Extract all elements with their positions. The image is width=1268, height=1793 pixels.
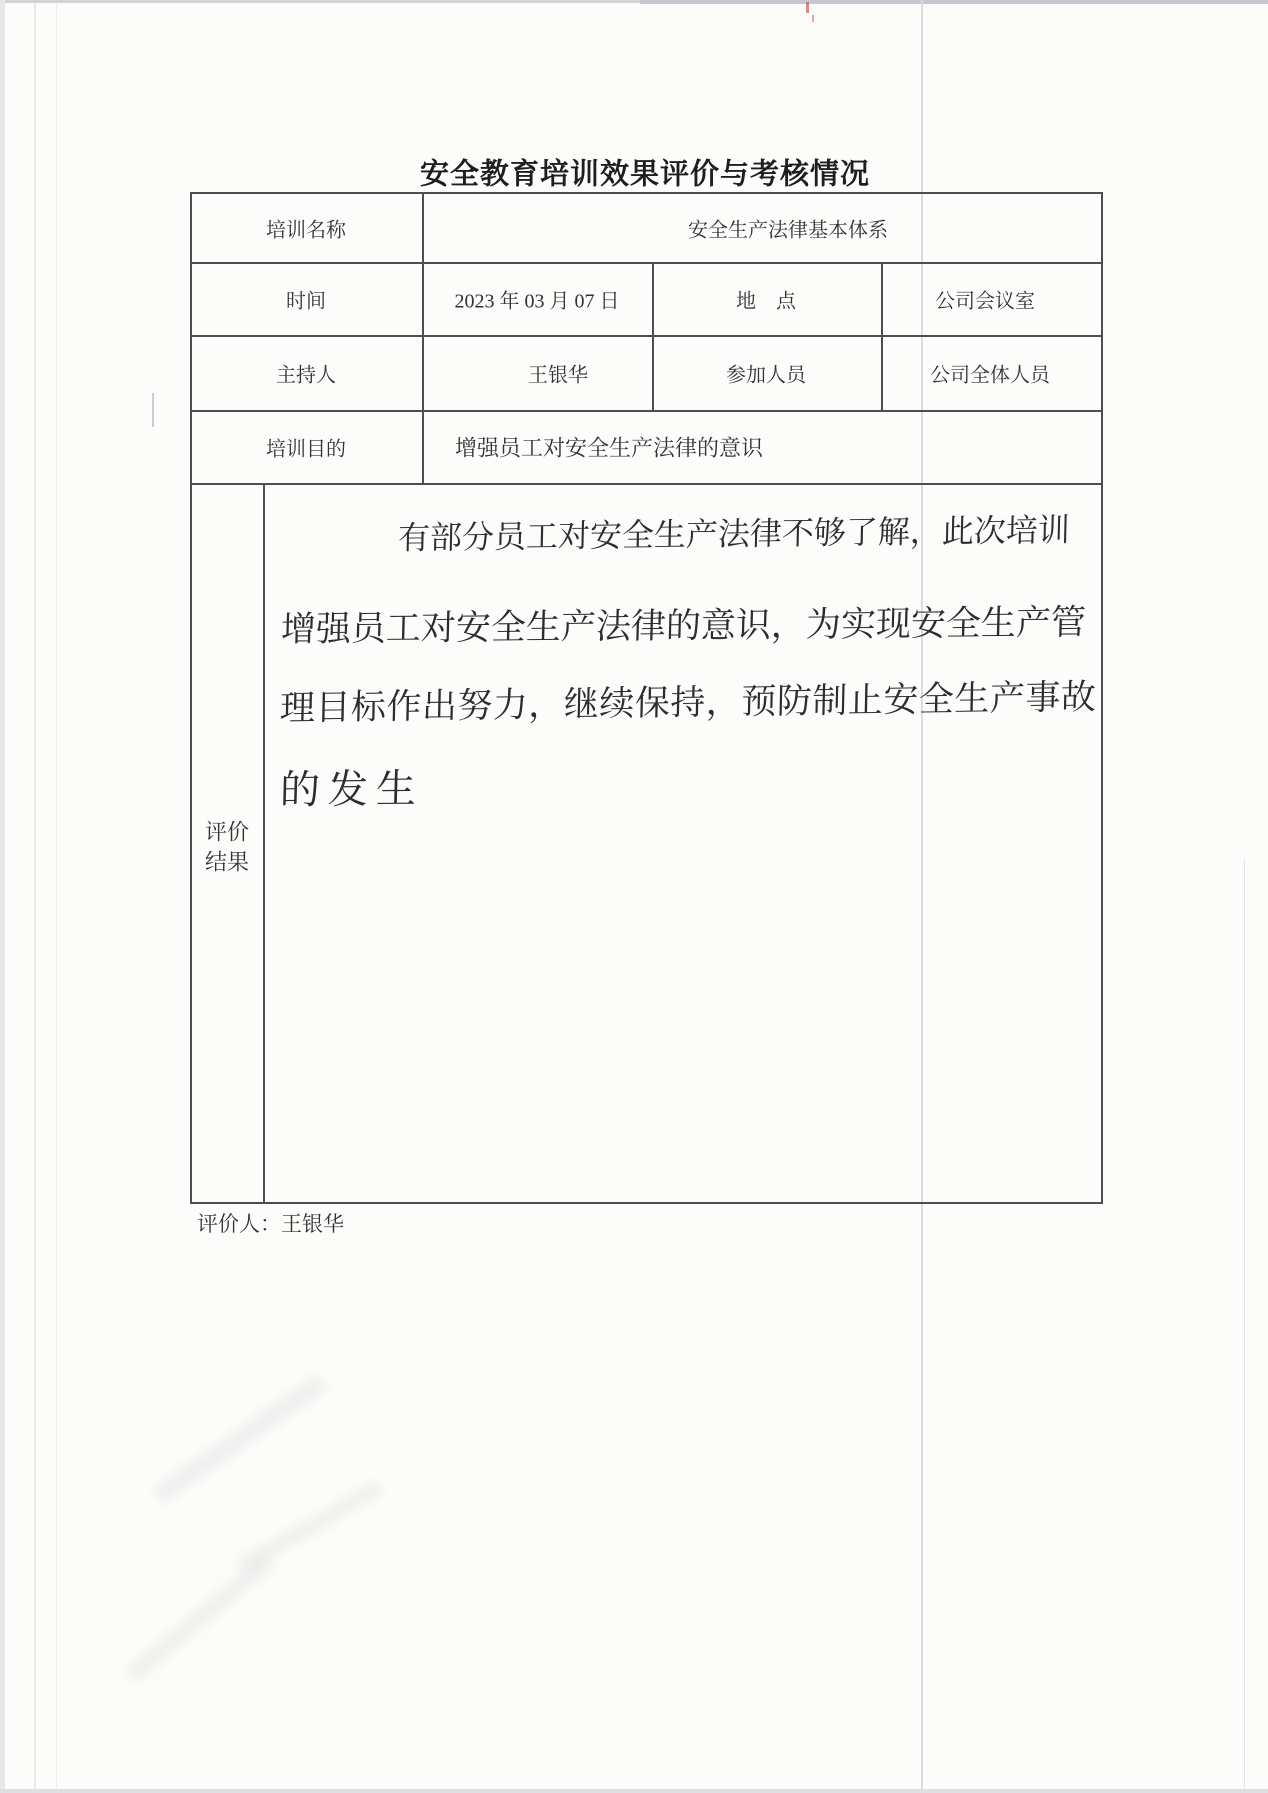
- evaluation-label-line1: 评价: [204, 819, 250, 845]
- scan-smudge: [153, 1374, 327, 1503]
- scan-left-edge: [0, 0, 5, 1793]
- table-border-left: [190, 192, 192, 1204]
- table-row-line: [190, 262, 1103, 264]
- evaluation-label-line2: 结果: [204, 849, 250, 875]
- evaluator-label: 评价人：: [197, 1212, 281, 1236]
- table-col-line: [652, 262, 654, 412]
- stray-mark: [152, 393, 154, 427]
- time-value: 2023 年 03 月 07 日: [454, 290, 620, 313]
- red-ink-speck: [812, 15, 814, 22]
- purpose-label: 培训目的: [266, 438, 346, 461]
- paper-crease-line: [34, 0, 36, 1793]
- handwritten-evaluation-line-2: 增强员工对安全生产法律的意识，为实现安全生产管: [280, 602, 1087, 651]
- host-value: 王银华: [528, 364, 588, 387]
- training-name-value: 安全生产法律基本体系: [688, 219, 888, 242]
- purpose-value: 增强员工对安全生产法律的意识: [455, 435, 764, 461]
- table-row-line: [190, 483, 1103, 485]
- red-ink-speck: [806, 2, 809, 13]
- table-row-line: [190, 335, 1103, 337]
- paper-crease-line: [56, 0, 57, 1793]
- table-border-bottom: [190, 1202, 1103, 1204]
- scan-bottom-edge: [0, 1789, 1268, 1793]
- evaluator-note: [197, 1208, 344, 1238]
- table-col-line: [422, 192, 424, 485]
- participants-value: 公司全体人员: [930, 364, 1050, 387]
- training-name-label: 培训名称: [266, 219, 346, 242]
- scan-top-edge-right: [640, 0, 1268, 4]
- paper-fold-line: [921, 0, 923, 1793]
- participants-label: 参加人员: [726, 364, 806, 387]
- document-title: 安全教育培训效果评价与考核情况: [419, 158, 871, 191]
- evaluator-name: 王银华: [281, 1212, 344, 1236]
- host-label: 主持人: [276, 364, 336, 387]
- handwritten-evaluation-line-3: 理目标作出努力，继续保持，预防制止安全生产事故: [279, 677, 1097, 730]
- location-label: 地 点: [736, 290, 796, 313]
- table-col-line-evaluation: [263, 483, 265, 1204]
- handwritten-evaluation-line-1: 有部分员工对安全生产法律不够了解，此次培训: [397, 510, 1071, 558]
- scan-right-edge-line: [1244, 860, 1245, 1793]
- time-label: 时间: [286, 290, 326, 313]
- scan-smudge: [126, 1554, 274, 1682]
- table-col-line: [881, 262, 883, 412]
- handwritten-evaluation-line-4: 的发生: [279, 766, 425, 814]
- table-border-right: [1101, 192, 1103, 1204]
- table-row-line: [190, 410, 1103, 412]
- location-value: 公司会议室: [935, 290, 1035, 313]
